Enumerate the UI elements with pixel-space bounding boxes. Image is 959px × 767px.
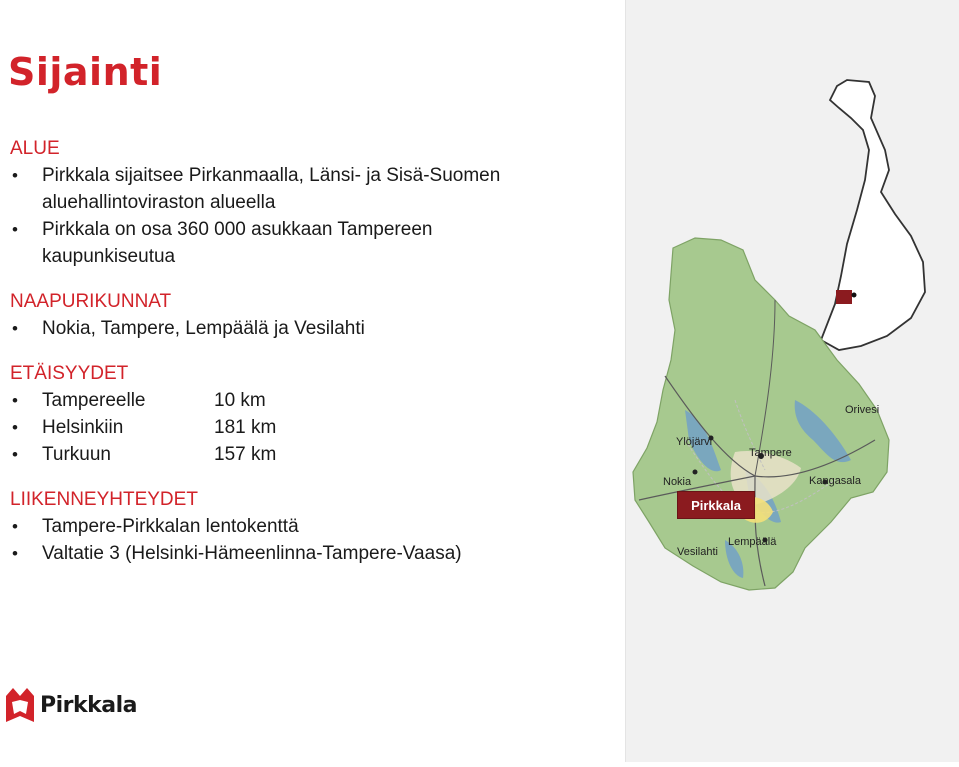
map-label-orivesi: Orivesi (845, 404, 880, 416)
pirkkala-logo-icon (6, 688, 34, 722)
heading-etaisyydet: ETÄISYYDET (10, 363, 129, 384)
finland-highlight-marker (836, 290, 852, 304)
list-item: • Pirkkala on osa 360 000 asukkaan Tampereen kaupunkiseutua (10, 216, 600, 270)
page-title: Sijainti (8, 50, 163, 94)
pirkkala-logo (6, 688, 137, 722)
pirkkala-map-tag: Pirkkala (677, 491, 755, 519)
section-etaisyydet (10, 360, 600, 468)
section-alue (10, 135, 600, 270)
list-item: • Turkuun 157 km (10, 441, 600, 468)
heading-naapurikunnat: NAAPURIKUNNAT (10, 291, 172, 312)
etaisyydet-list (10, 387, 600, 468)
section-liikenne (10, 486, 600, 567)
finland-marker-dot (852, 293, 857, 298)
list-item: • Valtatie 3 (Helsinki-Hämeenlinna-Tampere-Vaasa) (10, 540, 600, 567)
town-dot (693, 470, 698, 475)
region-map-svg (625, 0, 959, 762)
naapurikunnat-list (10, 315, 600, 342)
finland-outline (821, 80, 925, 350)
map-label-nokia: Nokia (663, 476, 692, 488)
list-item: • Tampereelle 10 km (10, 387, 600, 414)
map-label-tampere: Tampere (749, 447, 792, 459)
map-label-kangasala: Kangasala (809, 475, 861, 487)
liikenne-list (10, 513, 600, 567)
alue-list (10, 162, 600, 270)
list-item: • Nokia, Tampere, Lempäälä ja Vesilahti (10, 315, 600, 342)
content (10, 135, 600, 567)
map-label-ylojarvi: Ylöjärvi (676, 436, 713, 448)
logo-text: Pirkkala (40, 692, 138, 718)
list-item: • Pirkkala sijaitsee Pirkanmaalla, Länsi- ja Sisä-Suomen aluehallintoviraston alueella (10, 162, 600, 216)
map-label-lempaala: Lempäälä (728, 536, 777, 548)
list-item: • Helsinkiin 181 km (10, 414, 600, 441)
heading-alue: ALUE (10, 138, 60, 159)
map (625, 0, 959, 762)
section-naapurikunnat (10, 288, 600, 342)
map-label-vesilahti: Vesilahti (677, 546, 718, 558)
list-item: • Tampere-Pirkkalan lentokenttä (10, 513, 600, 540)
heading-liikenne: LIIKENNEYHTEYDET (10, 489, 198, 510)
